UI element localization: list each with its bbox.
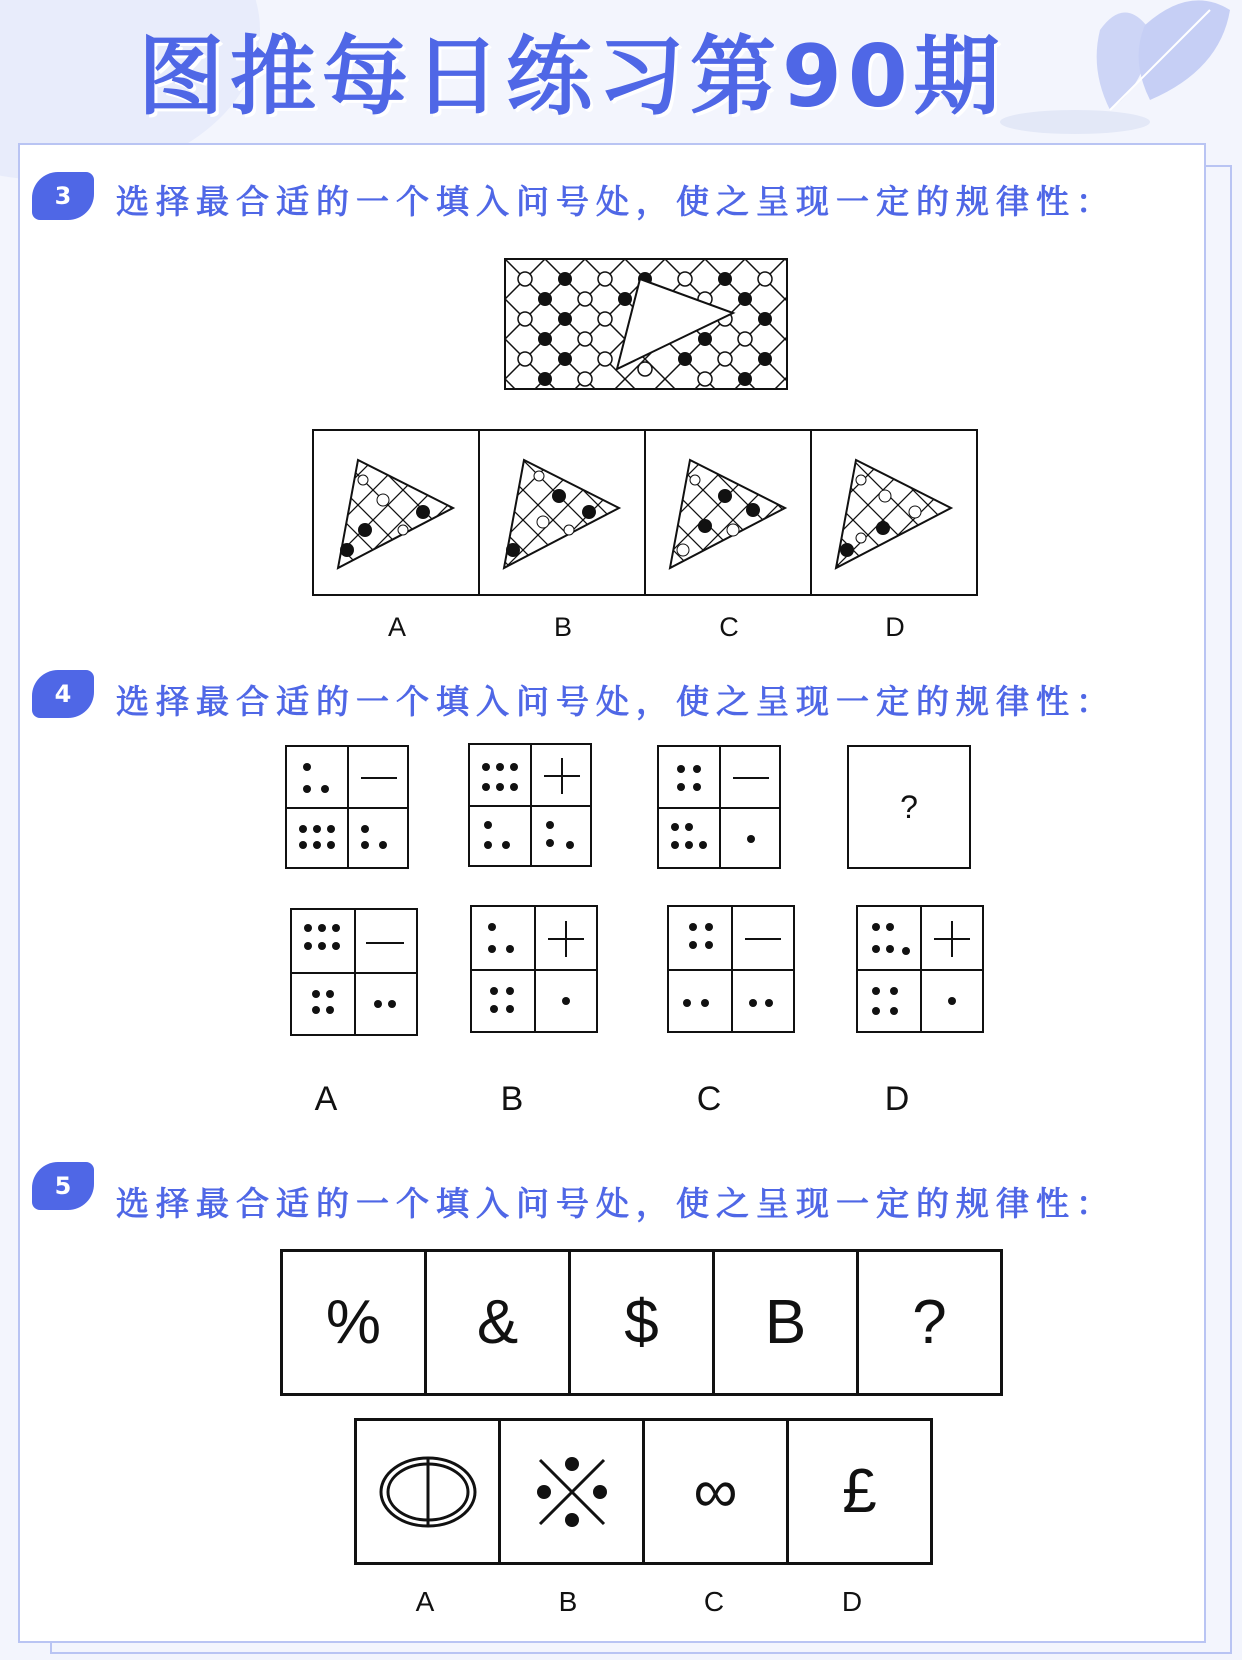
q4-option-c[interactable]	[667, 905, 795, 1033]
q4-option-label-d[interactable]: D	[884, 1080, 910, 1118]
q5-sequence-item: %	[283, 1252, 427, 1393]
q4-figure-1	[285, 745, 409, 869]
q5-sequence-item: B	[715, 1252, 859, 1393]
q5-question-mark: ?	[912, 1288, 947, 1357]
q4-option-label-c[interactable]: C	[696, 1080, 722, 1118]
q3-option-label-c[interactable]: C	[719, 612, 739, 642]
q5-option-b[interactable]	[501, 1421, 645, 1562]
question-number: 4	[54, 680, 72, 708]
q5-options-row	[354, 1418, 933, 1565]
q5-option-label-a[interactable]: A	[415, 1586, 435, 1617]
question-mark: ?	[900, 788, 918, 825]
question-number-badge	[32, 1162, 94, 1210]
q5-sequence-row	[280, 1249, 1003, 1396]
q5-sequence-item: &	[427, 1252, 571, 1393]
q5-option-label-d[interactable]: D	[841, 1586, 863, 1617]
q5-option-d[interactable]: £	[842, 1457, 877, 1526]
question-number-badge	[32, 172, 94, 220]
q4-option-b[interactable]	[470, 905, 598, 1033]
q4-option-a[interactable]	[290, 908, 418, 1036]
q3-option-label-a[interactable]: A	[387, 612, 406, 642]
question-prompt: 选择最合适的一个填入问号处，使之呈现一定的规律性：	[116, 1184, 1116, 1223]
q4-figure-3	[657, 745, 781, 869]
question-prompt: 选择最合适的一个填入问号处，使之呈现一定的规律性：	[116, 682, 1116, 721]
page-title: 图推每日练习第90期	[138, 27, 1006, 127]
q3-pattern-figure	[505, 259, 787, 389]
q4-option-d[interactable]	[856, 905, 984, 1033]
q3-option-label-b[interactable]: B	[553, 612, 572, 642]
q4-option-label-a[interactable]: A	[314, 1080, 338, 1118]
cross-with-dots-icon	[532, 1452, 612, 1532]
question-number: 5	[54, 1172, 72, 1200]
q5-sequence-item: $	[571, 1252, 715, 1393]
q4-figure-2	[468, 743, 592, 867]
question-number-badge	[32, 670, 94, 718]
question-prompt: 选择最合适的一个填入问号处，使之呈现一定的规律性：	[116, 182, 1116, 221]
q4-option-label-b[interactable]: B	[500, 1080, 524, 1118]
q4-question-box	[847, 745, 971, 869]
question-number: 3	[54, 182, 72, 210]
q5-option-label-c[interactable]: C	[703, 1586, 725, 1617]
oval-with-line-icon	[378, 1452, 478, 1532]
q5-option-a[interactable]	[357, 1421, 501, 1562]
q5-option-c[interactable]: ∞	[645, 1421, 789, 1562]
q5-option-label-b[interactable]: B	[558, 1586, 578, 1617]
q3-option-label-d[interactable]: D	[885, 612, 905, 642]
q3-options-figure	[313, 430, 977, 596]
